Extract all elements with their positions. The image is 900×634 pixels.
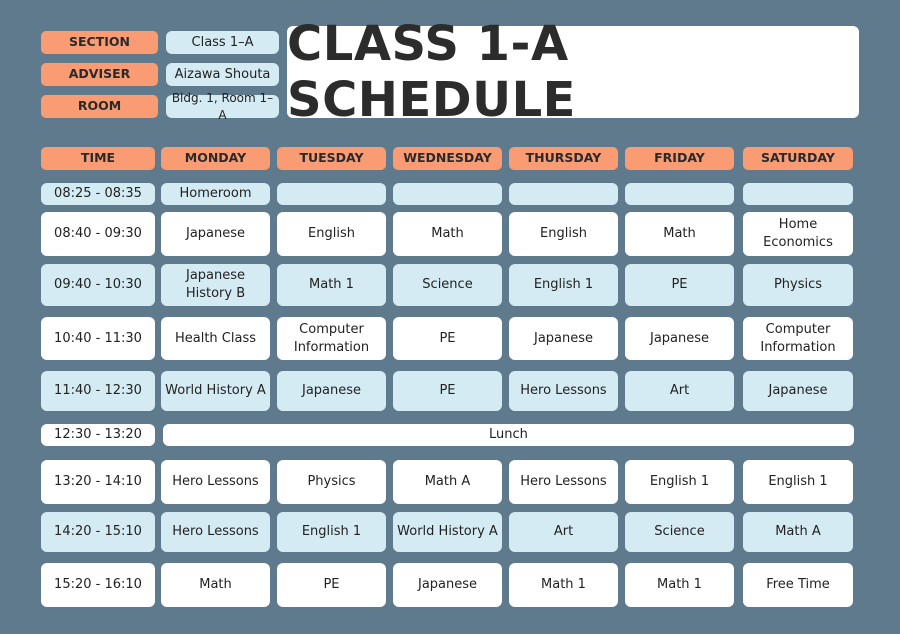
schedule-cell: Math A: [743, 512, 853, 552]
schedule-cell: [277, 183, 386, 205]
schedule-cell: English 1: [277, 512, 386, 552]
time-cell: 10:40 - 11:30: [41, 317, 155, 360]
schedule-cell: Japanese: [161, 212, 270, 256]
time-cell: 14:20 - 15:10: [41, 512, 155, 552]
schedule-cell: [393, 183, 502, 205]
schedule-cell: Hero Lessons: [509, 371, 618, 411]
schedule-cell: World History A: [393, 512, 502, 552]
schedule-cell: Physics: [743, 264, 853, 306]
room-label: ROOM: [41, 95, 158, 118]
header-friday: FRIDAY: [625, 147, 734, 170]
schedule-cell: Free Time: [743, 563, 853, 607]
adviser-value: Aizawa Shouta: [166, 63, 279, 86]
schedule-cell: English 1: [509, 264, 618, 306]
schedule-cell: Hero Lessons: [509, 460, 618, 504]
schedule-cell: [625, 183, 734, 205]
schedule-cell: English 1: [743, 460, 853, 504]
schedule-cell: Hero Lessons: [161, 460, 270, 504]
schedule-cell: Homeroom: [161, 183, 270, 205]
schedule-cell: Science: [393, 264, 502, 306]
schedule-cell: Math: [625, 212, 734, 256]
schedule-cell: Hero Lessons: [161, 512, 270, 552]
schedule-cell: Health Class: [161, 317, 270, 360]
schedule-cell: Art: [625, 371, 734, 411]
schedule-cell: Japanese: [625, 317, 734, 360]
schedule-cell: Math: [161, 563, 270, 607]
schedule-cell: Japanese: [509, 317, 618, 360]
header-tuesday: TUESDAY: [277, 147, 386, 170]
schedule-cell: Home Economics: [743, 212, 853, 256]
schedule-cell: Physics: [277, 460, 386, 504]
schedule-cell: Math 1: [509, 563, 618, 607]
schedule-cell: English: [277, 212, 386, 256]
schedule-cell: English: [509, 212, 618, 256]
section-label: SECTION: [41, 31, 158, 54]
time-cell: 08:40 - 09:30: [41, 212, 155, 256]
schedule-cell: Japanese History B: [161, 264, 270, 306]
schedule-cell: Science: [625, 512, 734, 552]
schedule-cell: Computer Information: [277, 317, 386, 360]
schedule-cell: Japanese: [277, 371, 386, 411]
time-cell: 12:30 - 13:20: [41, 424, 155, 446]
schedule-cell: Japanese: [743, 371, 853, 411]
time-cell: 09:40 - 10:30: [41, 264, 155, 306]
schedule-cell: [743, 183, 853, 205]
header-saturday: SATURDAY: [743, 147, 853, 170]
schedule-cell: World History A: [161, 371, 270, 411]
section-value: Class 1–A: [166, 31, 279, 54]
schedule-cell: Japanese: [393, 563, 502, 607]
schedule-cell: PE: [393, 317, 502, 360]
time-cell: 15:20 - 16:10: [41, 563, 155, 607]
time-cell: 08:25 - 08:35: [41, 183, 155, 205]
schedule-cell: Math: [393, 212, 502, 256]
header-thursday: THURSDAY: [509, 147, 618, 170]
schedule-cell: Computer Information: [743, 317, 853, 360]
room-value: Bldg. 1, Room 1–A: [166, 95, 279, 118]
time-cell: 13:20 - 14:10: [41, 460, 155, 504]
schedule-cell: Math A: [393, 460, 502, 504]
header-monday: MONDAY: [161, 147, 270, 170]
schedule-cell: Art: [509, 512, 618, 552]
page-title: CLASS 1-A SCHEDULE: [287, 26, 859, 118]
adviser-label: ADVISER: [41, 63, 158, 86]
header-time: TIME: [41, 147, 155, 170]
header-wednesday: WEDNESDAY: [393, 147, 502, 170]
lunch-cell: Lunch: [163, 424, 854, 446]
schedule-cell: PE: [277, 563, 386, 607]
schedule-cell: Math 1: [625, 563, 734, 607]
schedule-cell: Math 1: [277, 264, 386, 306]
schedule-cell: PE: [625, 264, 734, 306]
time-cell: 11:40 - 12:30: [41, 371, 155, 411]
schedule-cell: [509, 183, 618, 205]
schedule-cell: PE: [393, 371, 502, 411]
schedule-cell: English 1: [625, 460, 734, 504]
